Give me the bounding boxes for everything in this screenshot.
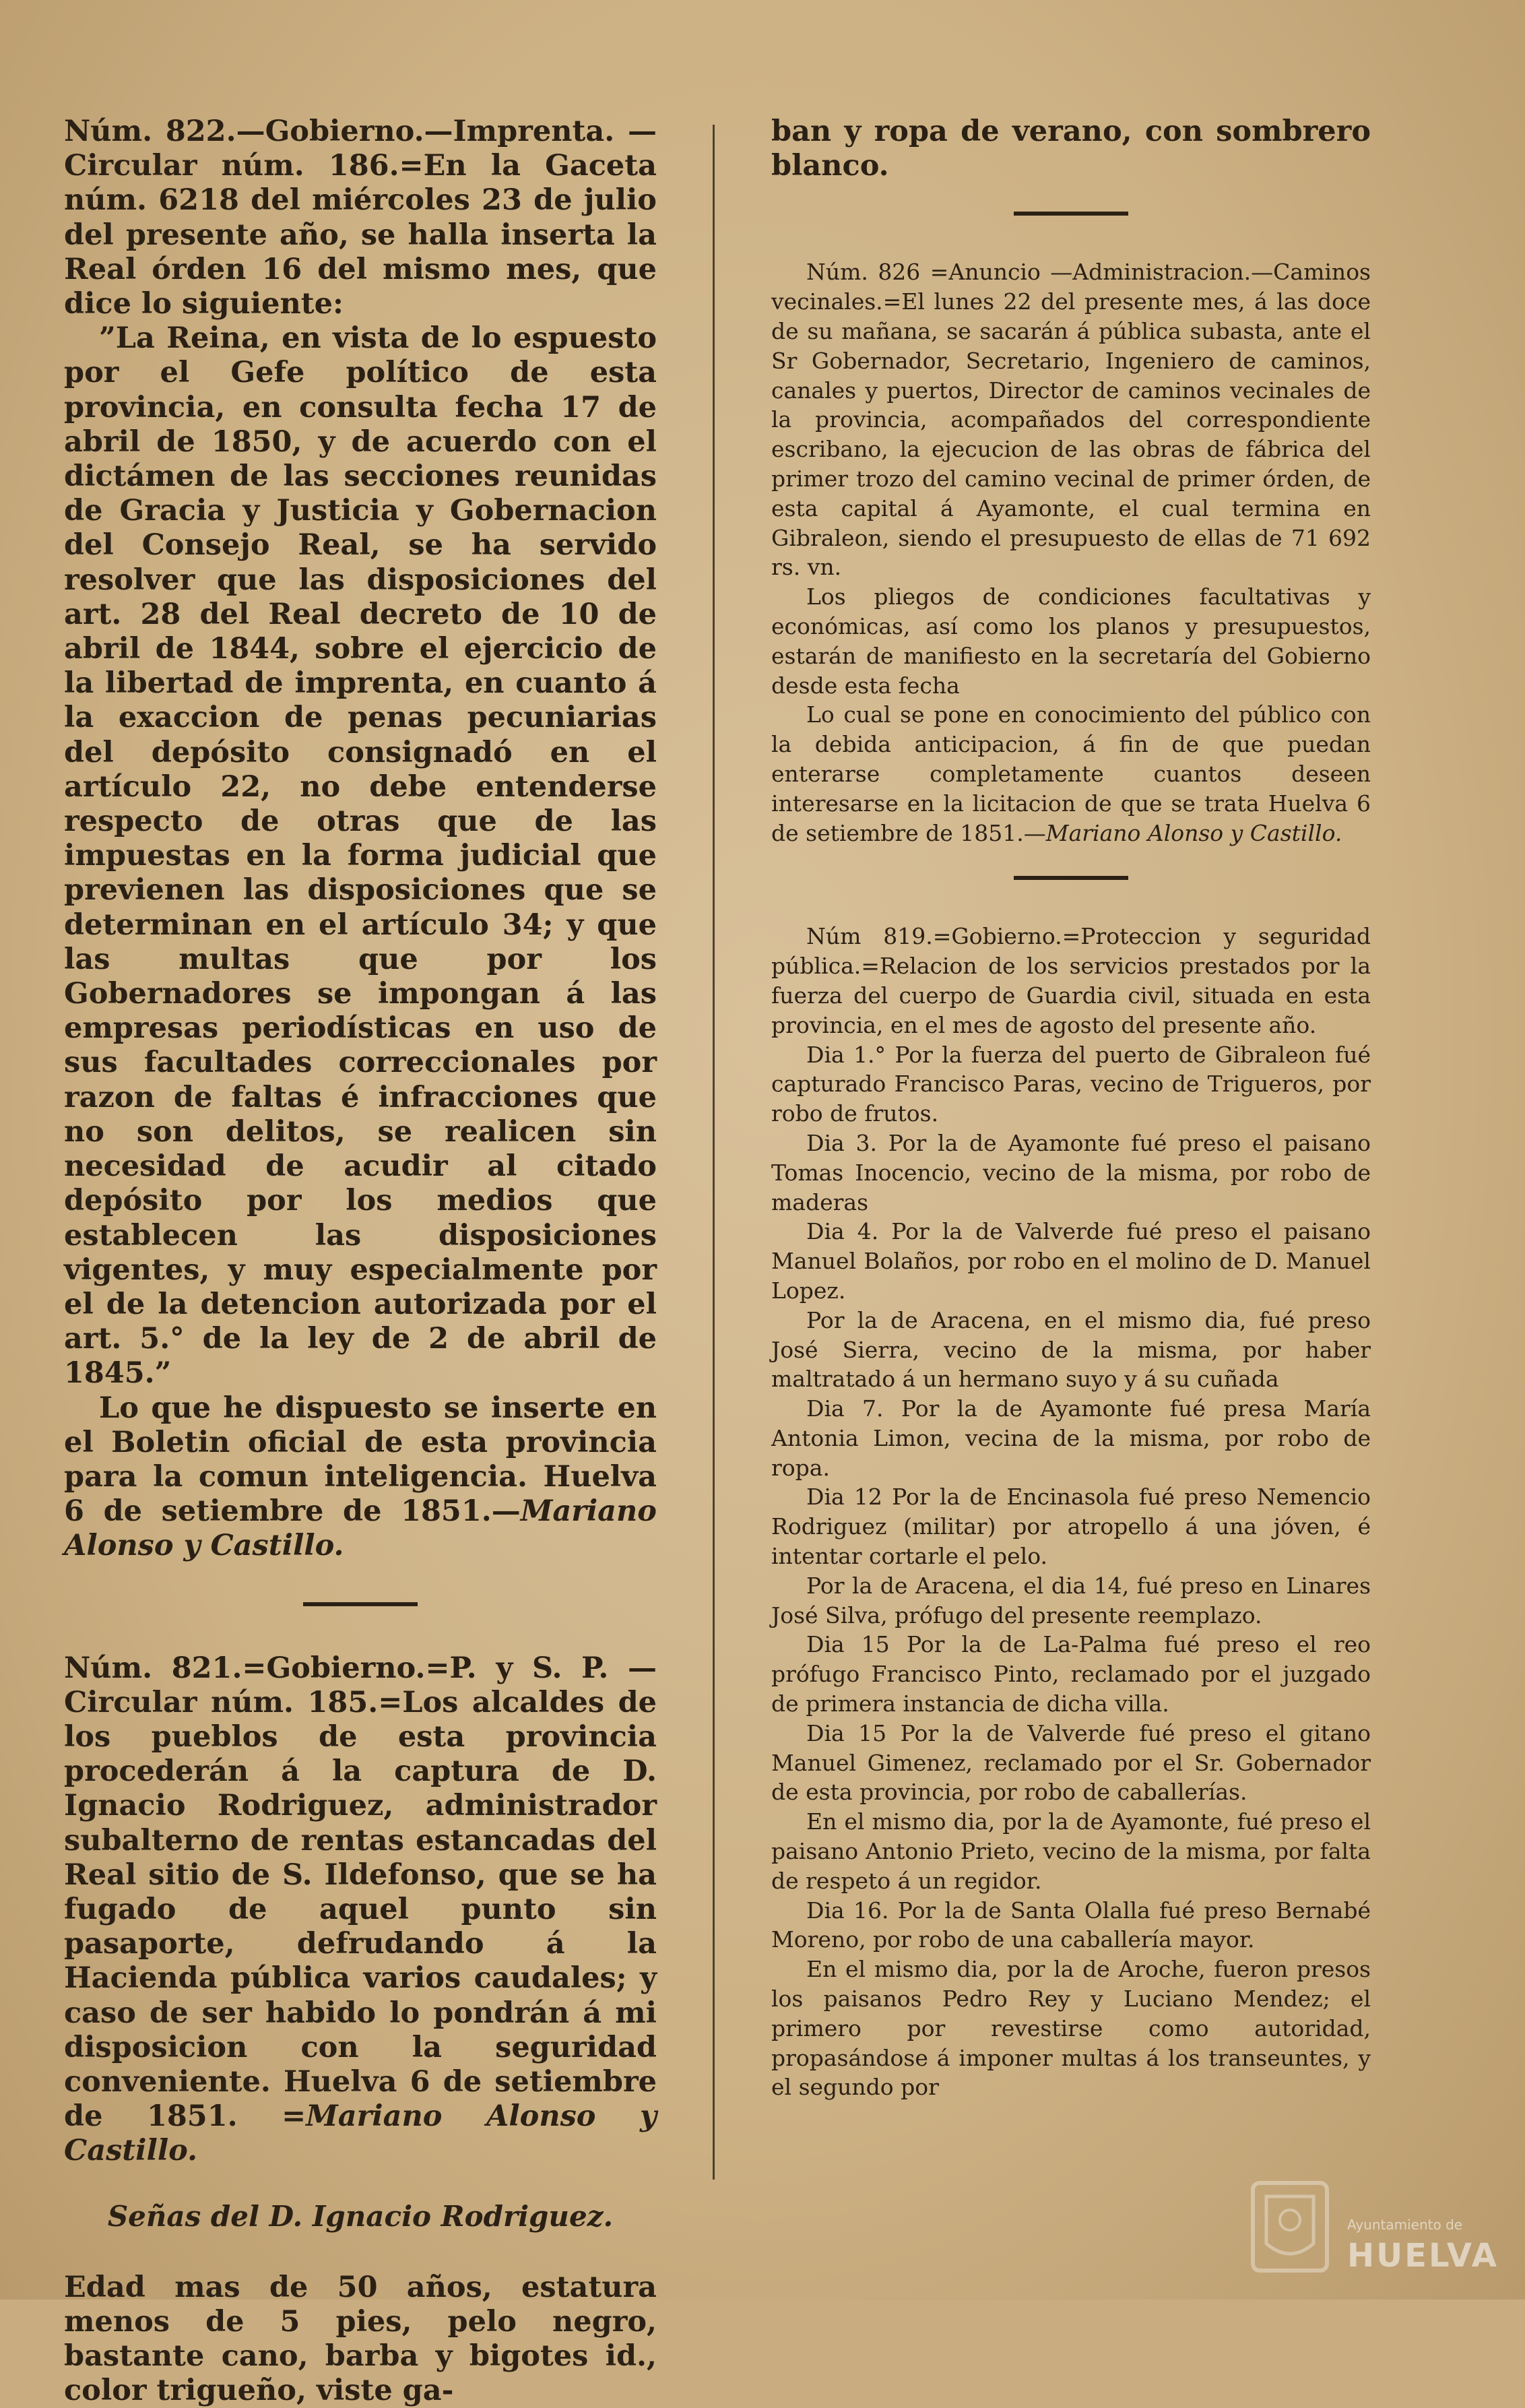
article-821 (64, 1651, 657, 2169)
separator (1014, 212, 1128, 216)
article-826-para2: Los pliegos de condiciones facultativas y económicas, así como los planos y presupuestos, estarán de manifiesto en la secretaría del Gobierno desde esta fecha (771, 583, 1371, 699)
column-divider (713, 125, 715, 2180)
article-822-quote: ”La Reina, en vista de lo espuesto por el Gefe político de esta provincia, en consulta fecha 17 de abril de 1850, y de acuerdo con el dictámen de las secciones reunidas de Gracia y Justicia y Gobernacion del Consejo Real, se ha servido resolver que las disposiciones del art. 28 del Real decreto de 10 de abril de 1844, sobre el ejercicio de la libertad de imprenta, en cuanto á la exaccion de penas pecuniarias del depósito consignadó en el artículo 22, no debe entenderse respecto de otras que de las impuestas en la forma judicial que previenen las disposiciones que se determinan en el artículo 34; y que las multas que por los Gobernadores se impongan á las empresas periodísticas en uso de sus facultades correccionales por razon de faltas é infracciones que no son delitos, se realicen sin necesidad de acudir al citado depósito por los medios que establecen las disposiciones vigentes, y muy especialmente por el de la detencion autorizada por el art. 5.° de la ley de 2 de abril de 1845.” (64, 321, 657, 1391)
article-822-closing: Lo que he dispuesto se inserte en el Boletin oficial de esta provincia para la comun inteligencia. Huelva 6 de setiembre de 1851.—Mariano Alonso y Castillo. (64, 1391, 657, 1563)
left-column (64, 115, 657, 2408)
article-819-entry: Dia 15 Por la de Valverde fué preso el gitano Manuel Gimenez, reclamado por el Sr. Gobernador de esta provincia, por robo de caballerías. (771, 1719, 1371, 1806)
article-822-text: Núm. 822.—Gobierno.—Imprenta. —Circular núm. 186.=En la Gaceta núm. 6218 del miércoles 23 de julio del presente año, se halla inserta la Real órden 16 del mismo mes, que dice lo siguiente: (64, 115, 657, 321)
continued-text: ban y ropa de verano, con sombrero blanco. (771, 115, 1371, 183)
signature: Mariano Alonso y Castillo. (64, 1494, 657, 1563)
article-819-entry: Dia 15 Por la de La-Palma fué preso el reo prófugo Francisco Pinto, reclamado por el juzgado de primera instancia de dicha villa. (771, 1631, 1371, 1717)
article-819-entry: Dia 1.° Por la fuerza del puerto de Gibraleon fué capturado Francisco Paras, vecino de Trigueros, por robo de frutos. (771, 1041, 1371, 1127)
article-819-entry: Dia 7. Por la de Ayamonte fué presa María Antonia Limon, vecina de la misma, por robo de ropa. (771, 1395, 1371, 1481)
article-819-entry: En el mismo dia, por la de Aroche, fueron presos los paisanos Pedro Rey y Luciano Mendez; el primero por revestirse como autoridad, propasándose á imponer multas á los transeuntes, y el segundo por (771, 1956, 1371, 2101)
article-819-text: Núm 819.=Gobierno.=Proteccion y seguridad pública.=Relacion de los servicios prestados por la fuerza del cuerpo de Guardia civil, situada en esta provincia, en el mes de agosto del presente año. (771, 923, 1371, 1038)
article-819-entry: Dia 16. Por la de Santa Olalla fué preso Bernabé Moreno, por robo de una caballería mayor. (771, 1897, 1371, 1953)
article-821-text: Núm. 821.=Gobierno.=P. y S. P. —Circular núm. 185.=Los alcaldes de los pueblos de esta provincia procederán á la captura de D. Ignacio Rodriguez, administrador subalterno de rentas estancadas del Real sitio de S. Ildefonso, que se ha fugado de aquel punto sin pasaporte, defrudando á la Hacienda pública varios caudales; y caso de ser habido lo pondrán á mi disposicion con la seguridad conveniente. Huelva 6 de setiembre de 1851. =Mariano Alonso y Castillo. (64, 1651, 657, 2168)
signature: Mariano Alonso y Castillo. (1045, 819, 1342, 846)
article-819-entry: En el mismo dia, por la de Ayamonte, fué preso el paisano Antonio Prieto, vecino de la misma, por falta de respeto á un regidor. (771, 1808, 1371, 1894)
watermark-subtitle: Ayuntamiento de (1347, 2217, 1463, 2233)
separator-wrap (64, 1564, 657, 1645)
watermark-text: HUELVA (1347, 2237, 1499, 2275)
article-826 (771, 257, 1371, 848)
right-column (771, 115, 1371, 2102)
separator (1014, 876, 1128, 880)
separator-wrap (771, 848, 1371, 908)
article-826-para3: Lo cual se pone en conocimiento del público con la debida anticipacion, á fin de que puedan enterarse completamente cuantos deseen interesarse en la licitacion de que se trata Huelva 6 de setiembre de 1851.—Mariano Alonso y Castillo. (771, 701, 1371, 846)
description-heading: Señas del D. Ignacio Rodriguez. (107, 2199, 614, 2233)
article-822 (64, 115, 657, 1564)
separator (303, 1602, 418, 1606)
description-text: Edad mas de 50 años, estatura menos de 5 pies, pelo negro, bastante cano, barba y bigotes id., color trigueño, viste ga- (64, 2270, 657, 2408)
article-819-entry: Dia 3. Por la de Ayamonte fué preso el paisano Tomas Inocencio, vecino de la misma, por robo de maderas (771, 1129, 1371, 1215)
article-819 (771, 922, 1371, 2102)
article-819-entry: Dia 4. Por la de Valverde fué preso el paisano Manuel Bolaños, por robo en el molino de D. Manuel Lopez. (771, 1218, 1371, 1304)
article-819-entry: Por la de Aracena, en el mismo dia, fué preso José Sierra, vecino de la misma, por haber maltratado á un hermano suyo y á su cuñada (771, 1306, 1371, 1393)
article-819-entry: Por la de Aracena, el dia 14, fué preso en Linares José Silva, prófugo del presente reemplazo. (771, 1572, 1371, 1628)
signature: Mariano Alonso y Castillo. (64, 2099, 657, 2168)
separator-wrap (771, 183, 1371, 244)
article-819-entry: Dia 12 Por la de Encinasola fué preso Nemencio Rodriguez (militar) por atropello á una jóven, é intentar cortarle el pelo. (771, 1484, 1371, 1570)
article-826-text: Núm. 826 =Anuncio —Administracion.—Caminos vecinales.=El lunes 22 del presente mes, á las doce de su mañana, se sacarán á pública subasta, ante el Sr Gobernador, Secretario, Ingeniero de caminos, canales y puertos, Director de caminos vecinales de la provincia, acompañados del correspondiente escribano, la ejecucion de las obras de fábrica del primer trozo del camino vecinal de primer órden, de esta capital á Ayamonte, el cual termina en Gibraleon, siendo el presupuesto de ellas de 71 692 rs. vn. (771, 259, 1371, 581)
